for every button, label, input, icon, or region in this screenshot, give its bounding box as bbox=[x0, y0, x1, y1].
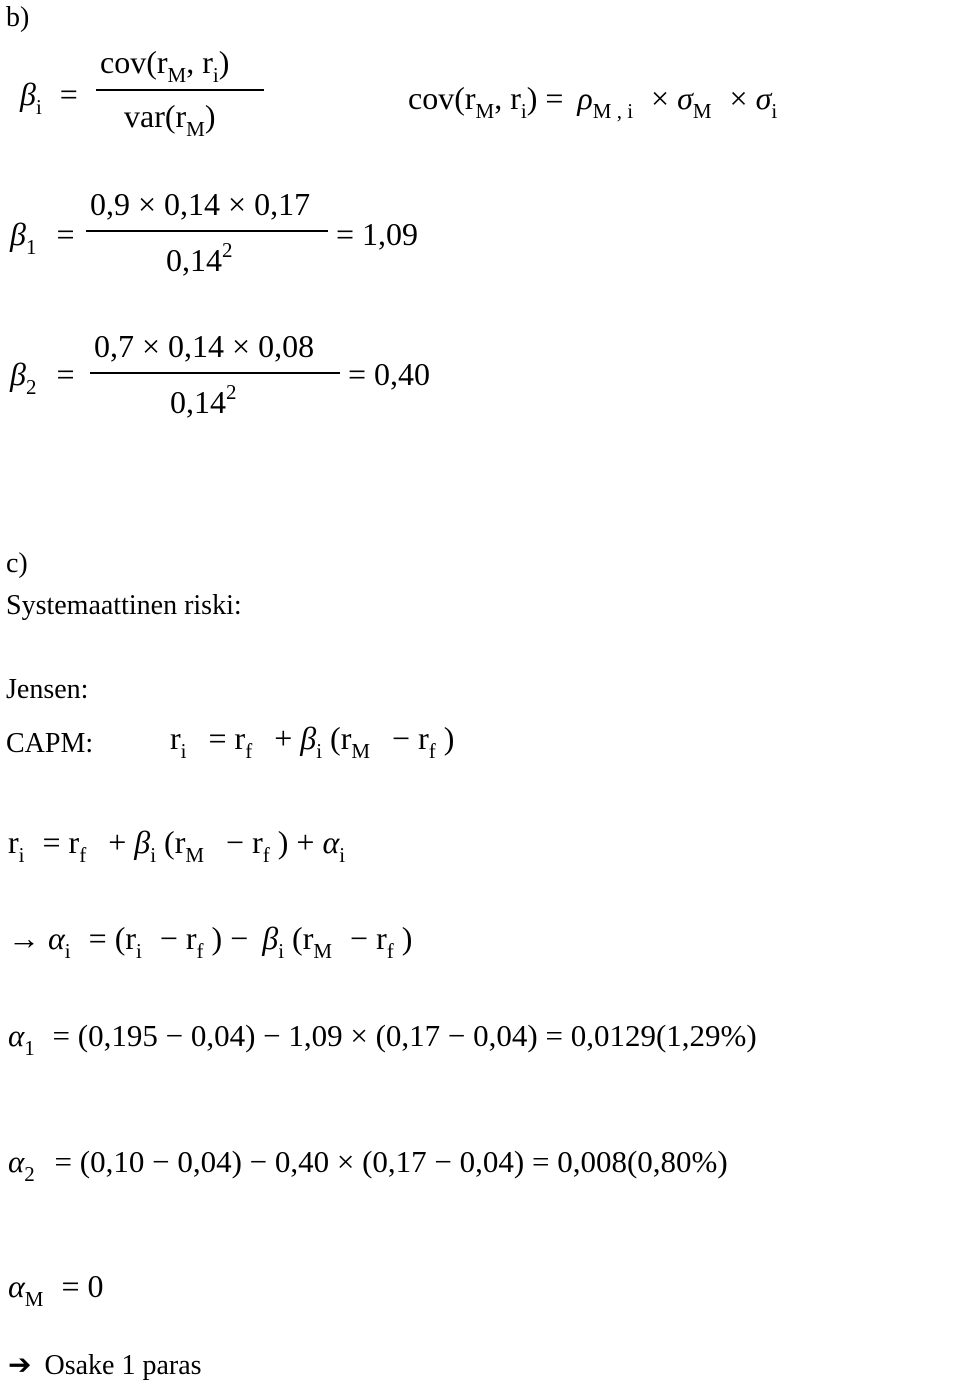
alpha1-calculation: $\alpha_1 = (0,195 - 0,04) - 1,09 \times (0,17 - 0,04) = 0,0129(1,29\%)$ bbox=[8, 1018, 757, 1060]
section-b-label: b) bbox=[6, 2, 30, 33]
systematic-risk-heading: Systemaattinen riski: bbox=[6, 590, 242, 621]
beta2-fraction-bar bbox=[90, 372, 340, 374]
beta2-numerator: 0,7 × 0,14 × 0,08 bbox=[94, 328, 315, 364]
beta2-lhs: $\beta_2$ = bbox=[10, 356, 75, 399]
beta-def-denominator: $var(r_M)$ bbox=[124, 98, 216, 141]
beta1-denominator: 0,14$^2$ bbox=[166, 238, 233, 278]
conclusion: ➔ Osake 1 paras bbox=[8, 1350, 202, 1381]
capm-formula: $r_i = r_f + \beta_i$ ($r_M - r_f$ ) bbox=[170, 720, 455, 763]
bold-arrow-icon: ➔ bbox=[8, 1350, 32, 1381]
alpha2-calculation: $\alpha_2 = (0,10 - 0,04) - 0,40 \times (0,17 - 0,04) = 0,008(0,80\%)$ bbox=[8, 1144, 728, 1186]
beta1-lhs: $\beta_1$ = bbox=[10, 216, 75, 259]
beta2-result: = 0,40 bbox=[348, 356, 431, 392]
alpha-formula: → $\alpha_i = (r_i - r_f$ ) − $\beta_i$ ($r_M - r_f$ ) bbox=[8, 920, 413, 963]
beta-def-numerator: $cov(r_M$, $r_i$) bbox=[100, 44, 230, 87]
right-arrow-icon: → bbox=[8, 920, 40, 956]
cov-definition: $cov(r_M$, $r_i) = \rho_{M , i} \times \sigma_M \times \sigma_i$ bbox=[408, 80, 778, 123]
section-c-label: c) bbox=[6, 548, 28, 579]
beta2-denominator: 0,14$^2$ bbox=[170, 380, 237, 420]
beta1-fraction-bar bbox=[86, 230, 328, 232]
beta1-result: = 1,09 bbox=[336, 216, 419, 252]
beta-def-fraction-bar bbox=[96, 89, 264, 91]
beta1-numerator: 0,9 × 0,14 × 0,17 bbox=[90, 186, 311, 222]
jensen-heading: Jensen: bbox=[6, 674, 89, 705]
jensen-formula: $r_i = r_f + \beta_i$ ($r_M - r_f$ ) + $\alpha_i$ bbox=[8, 824, 346, 867]
alphaM-calculation: $\alpha_M = 0$ bbox=[8, 1268, 104, 1311]
capm-label: CAPM: bbox=[6, 728, 94, 759]
beta-def-lhs: $\beta_i$ = bbox=[20, 76, 78, 119]
